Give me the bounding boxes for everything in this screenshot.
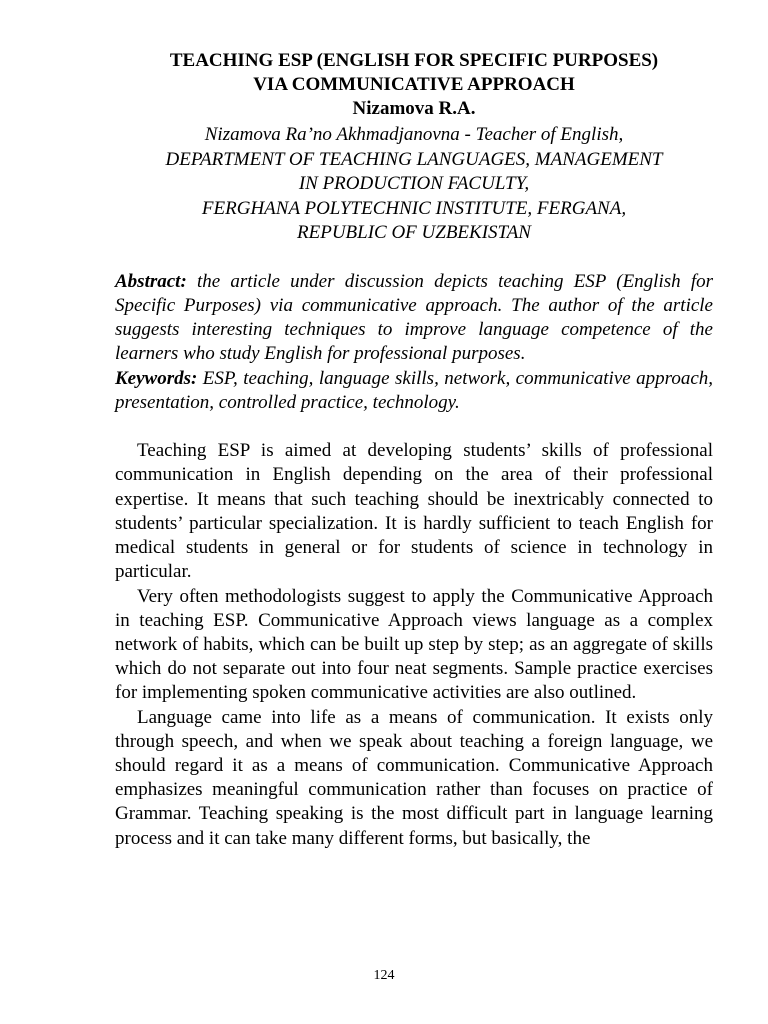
- keywords: [115, 367, 713, 416]
- affiliation-line-3: IN PRODUCTION FACULTY,: [298, 173, 530, 194]
- article-body: [115, 439, 713, 850]
- page-content: [115, 49, 713, 851]
- author-affiliation: [115, 123, 713, 246]
- affiliation-line-5: REPUBLIC OF UZBEKISTAN: [297, 222, 531, 243]
- affiliation-line-4: FERGHANA POLYTECHNIC INSTITUTE, FERGANA,: [201, 197, 627, 219]
- abstract-label: Abstract:: [115, 270, 187, 292]
- abstract-text: the article under discussion depicts teaching ESP (English for Specific Purposes) via communicative approach. The author of the article suggests interesting techniques to improve language competence of the learners who study English for professional purposes.: [115, 270, 714, 365]
- author-name: Nizamova R.A.: [352, 98, 476, 119]
- affiliation-line-1: Nizamova Ra’no Akhmadjanovna - Teacher of English,: [204, 124, 624, 145]
- article-title-line-1: TEACHING ESP (ENGLISH FOR SPECIFIC PURPOSES): [169, 50, 659, 71]
- page-number: 124: [373, 968, 395, 983]
- keywords-label: Keywords:: [115, 367, 198, 389]
- body-paragraph-2: Very often methodologists suggest to apply the Communicative Approach in teaching ESP. Communicative Approach views language as a complex network of habits, which can be built up step by step; as an aggregate of skills which do not separate out into four neat segments. Sample practice exercises for implementing spoken communicative activities are also outlined.: [115, 585, 713, 704]
- article-header: [115, 49, 713, 121]
- keywords-text: ESP, teaching, language skills, network, communicative approach, presentation, controlled practice, technology.: [115, 367, 713, 413]
- body-paragraph-3: Language came into life as a means of communication. It exists only through speech, and when we speak about teaching a foreign language, we should regard it as a means of communication. Communicative Approach emphasizes meaningful communication rather than focuses on practice of Grammar. Teaching speaking is the most difficult part in language learning process and it can take many different forms, but basically, the: [115, 706, 713, 849]
- abstract: [115, 270, 713, 367]
- affiliation-line-2: DEPARTMENT OF TEACHING LANGUAGES, MANAGEMENT: [165, 148, 663, 170]
- body-paragraph-1: Teaching ESP is aimed at developing students’ skills of professional communication in English depending on the area of their professional expertise. It means that such teaching should be inextricably connected to students’ particular specialization. It is hardly sufficient to teach English for medical students in general or for students of science in technology in particular.: [115, 440, 713, 583]
- article-title-line-2: VIA COMMUNICATIVE APPROACH: [253, 74, 575, 95]
